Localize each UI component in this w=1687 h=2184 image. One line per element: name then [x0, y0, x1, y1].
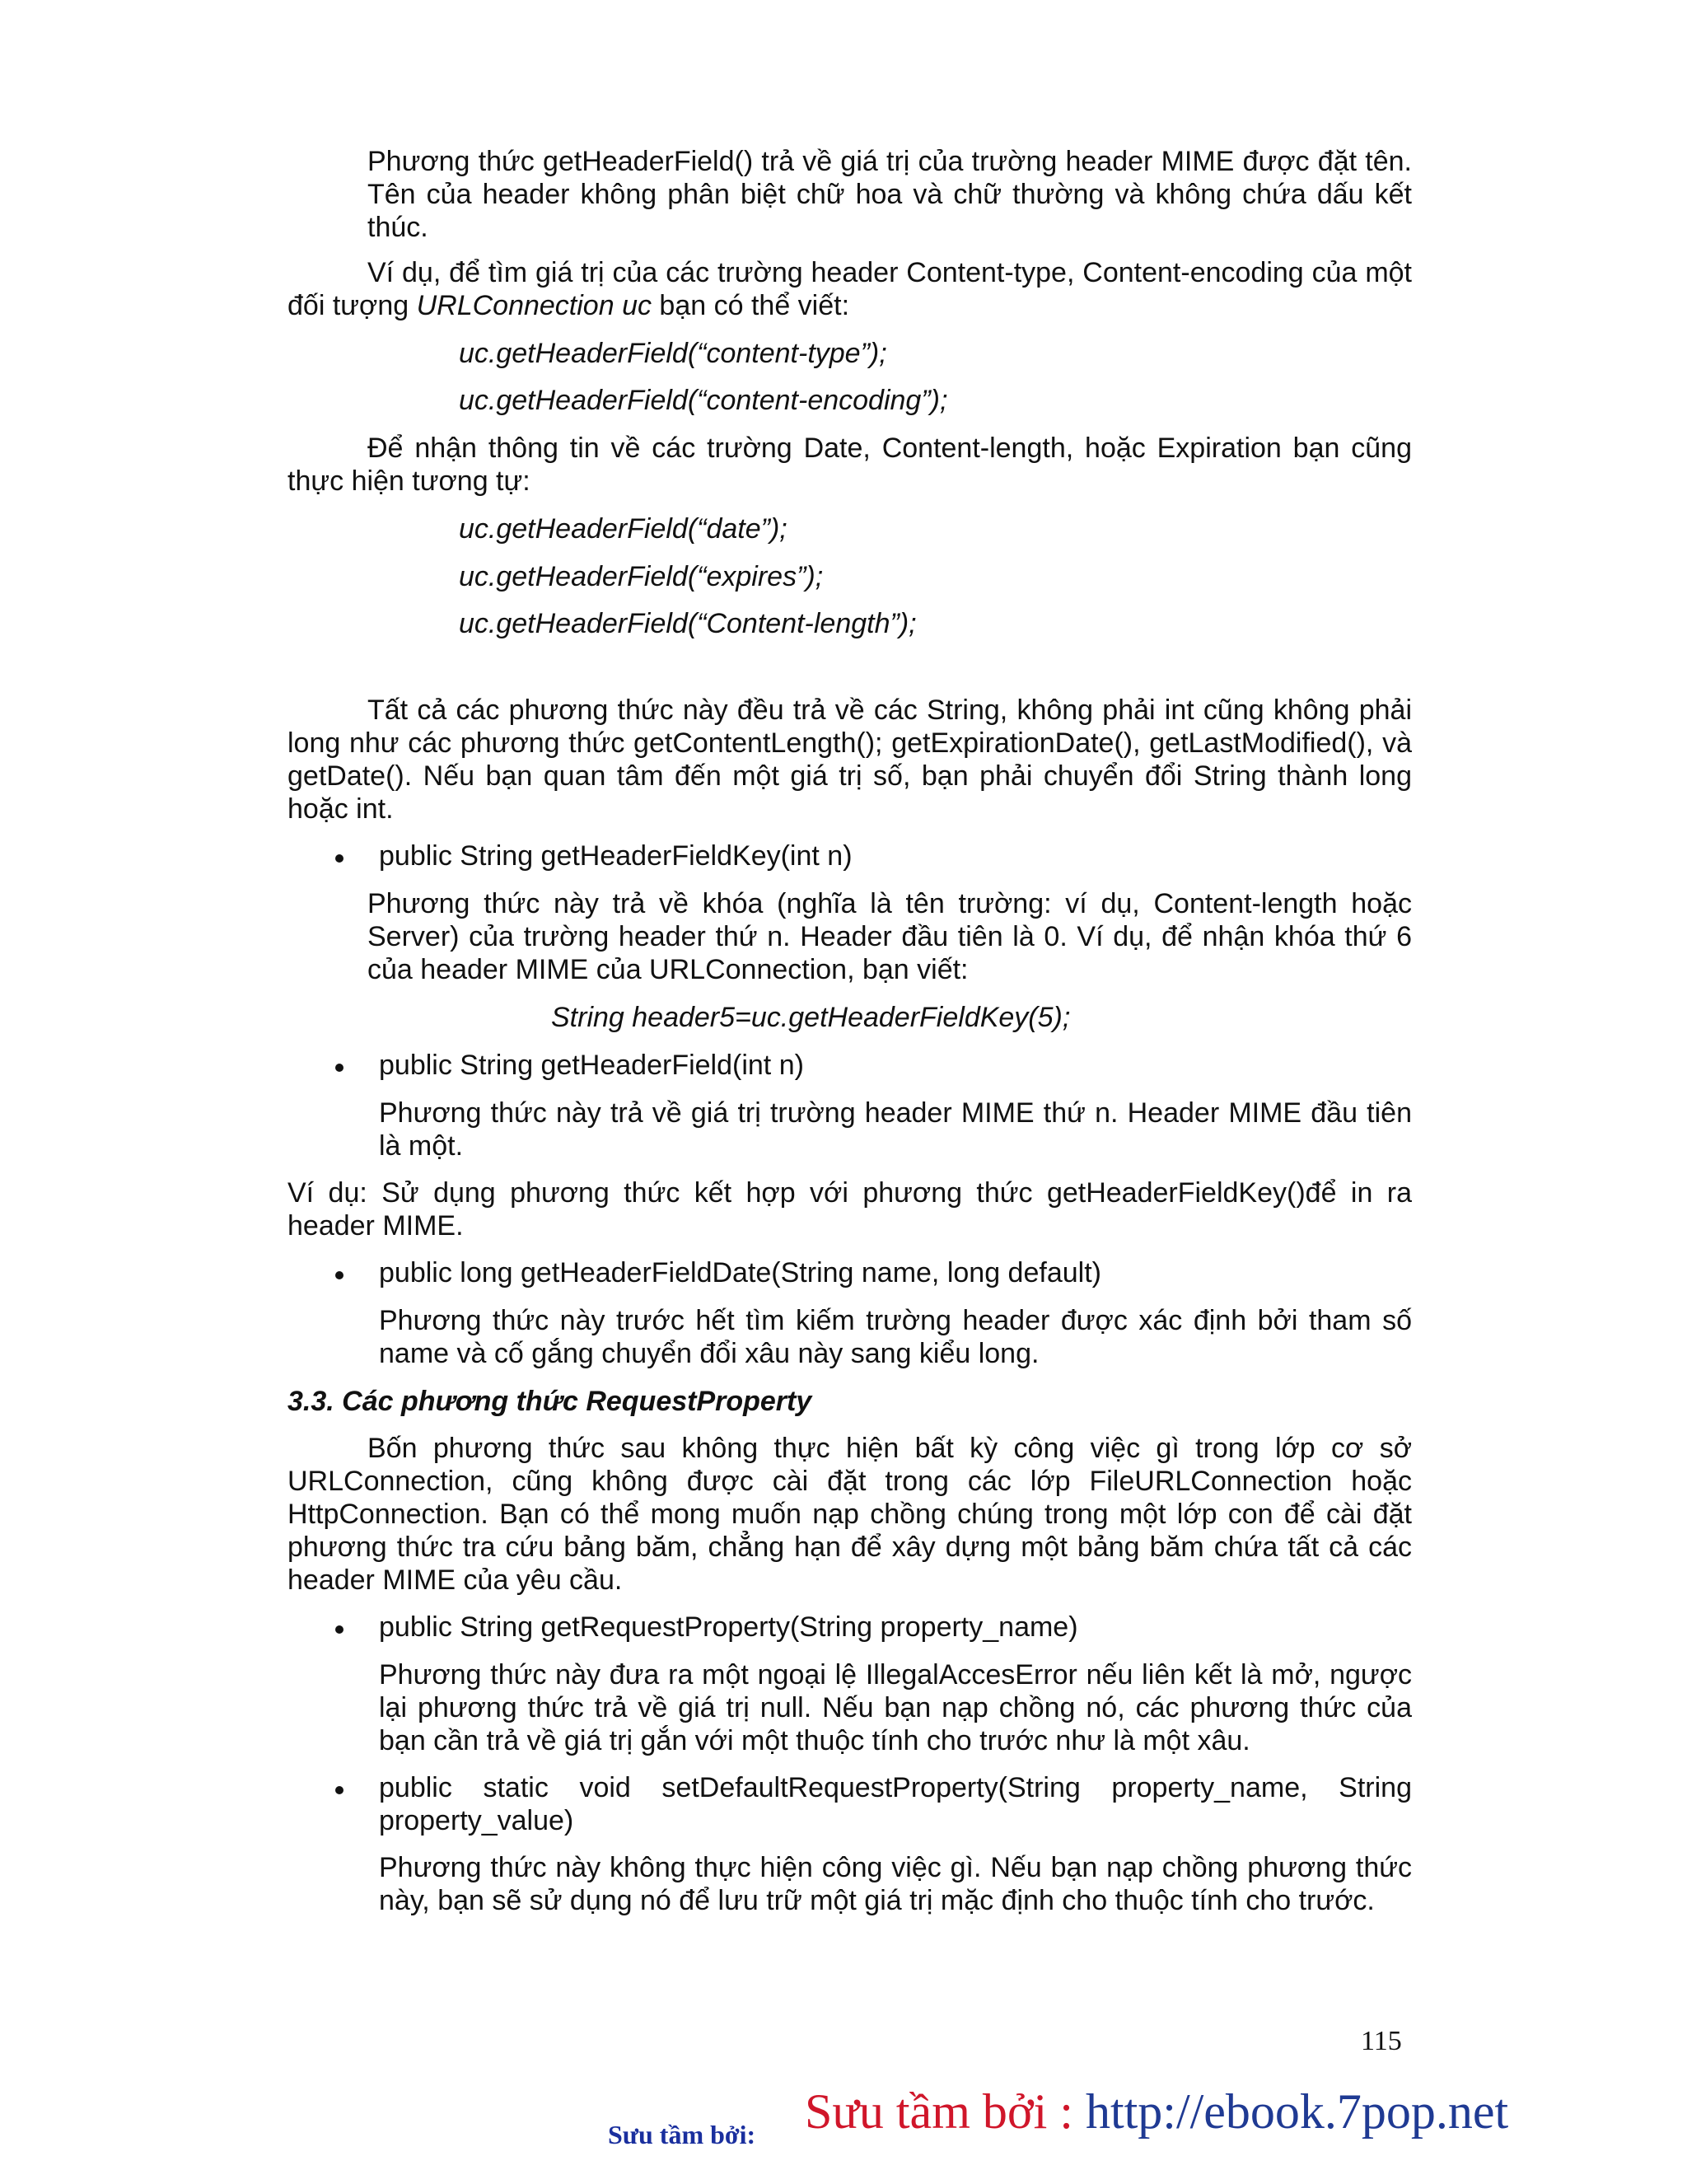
- paragraph-request-intro: Bốn phương thức sau không thực hiện bất kỳ công việc gì trong lớp cơ sở URLConnection, cũng không được cài đặt trong các lớp FileURLConnection hoặc HttpConnection. Bạn có thể mong muốn nạp chồng chúng trong một lớp con để cài đặt phương thức tra cứu bảng băm, chẳng hạn để xây dựng một bảng băm chứa tất cả các header MIME của yêu cầu.: [287, 1433, 1412, 1596]
- watermark-url: http://ebook.7pop.net: [1085, 2084, 1509, 2139]
- paragraph-date-desc: Phương thức này trước hết tìm kiếm trường header được xác định bởi tham số name và cố gắng chuyển đổi xâu này sang kiểu long.: [379, 1305, 1412, 1369]
- paragraph-value-desc: Phương thức này trả về giá trị trường header MIME thứ n. Header MIME đầu tiên là một.: [379, 1097, 1412, 1162]
- bullet-getheaderfieldkey: public String getHeaderFieldKey(int n): [379, 840, 853, 872]
- footer-label: Sưu tầm bởi:: [608, 2120, 756, 2149]
- example-text-after: bạn có thể viết:: [651, 290, 850, 321]
- code-line: uc.getHeaderField(“Content-length”);: [459, 608, 917, 639]
- paragraph-setdefault-desc: Phương thức này không thực hiện công việc gì. Nếu bạn nạp chồng phương thức này, bạn sẽ sử dụng nó để lưu trữ một giá trị mặc định cho thuộc tính cho trước.: [379, 1852, 1412, 1916]
- paragraph-key-desc: Phương thức này trả về khóa (nghĩa là tên trường: ví dụ, Content-length hoặc Server) của trường header thứ n. Header đầu tiên là 0. Ví dụ, để nhận khóa thứ 6 của header MIME của URLConnection, bạn viết:: [367, 888, 1412, 985]
- code-line: String header5=uc.getHeaderFieldKey(5);: [551, 1002, 1071, 1033]
- bullet-getheaderfielddate: public long getHeaderFieldDate(String name, long default): [379, 1257, 1101, 1288]
- bullet-dot: [335, 1786, 343, 1794]
- paragraph-string-return: Tất cả các phương thức này đều trả về các String, không phải int cũng không phải long như các phương thức getContentLength(); getExpirationDate(), getLastModified(), và getDate(). Nếu bạn quan tâm đến một giá trị số, bạn phải chuyển đổi String thành long hoặc int.: [287, 694, 1412, 825]
- bullet-setdefaultrequestproperty: public static void setDefaultRequestProperty(String property_name, String property_value): [379, 1772, 1412, 1836]
- footer-watermark: [805, 2083, 1508, 2140]
- paragraph-date-fields: Để nhận thông tin về các trường Date, Content-length, hoặc Expiration bạn cũng thực hiện tương tự:: [287, 433, 1412, 497]
- code-line: uc.getHeaderField(“expires”);: [459, 561, 824, 592]
- example-text-before: Ví dụ, để tìm giá trị của các trường header Content-type, Content-encoding của một đối tượng: [287, 257, 1412, 321]
- bullet-dot: [335, 1064, 343, 1072]
- paragraph-example-combine: Ví dụ: Sử dụng phương thức kết hợp với phương thức getHeaderFieldKey()để in ra header MIME.: [287, 1177, 1412, 1242]
- section-heading: 3.3. Các phương thức RequestProperty: [287, 1386, 812, 1417]
- bullet-dot: [335, 1271, 343, 1279]
- bullet-getheaderfield: public String getHeaderField(int n): [379, 1050, 804, 1081]
- bullet-getrequestproperty: public String getRequestProperty(String property_name): [379, 1611, 1078, 1643]
- code-line: uc.getHeaderField(“content-encoding”);: [459, 385, 948, 416]
- bullet-dot: [335, 854, 343, 863]
- code-line: uc.getHeaderField(“date”);: [459, 513, 787, 545]
- paragraph-request-desc: Phương thức này đưa ra một ngoại lệ IllegalAccesError nếu liên kết là mở, ngược lại phương thức trả về giá trị null. Nếu bạn nạp chồng nó, các phương thức của bạn cần trả về giá trị gắn với một thuộc tính cho trước như là một xâu.: [379, 1659, 1412, 1756]
- code-line: uc.getHeaderField(“content-type”);: [459, 338, 887, 369]
- paragraph-getheaderfield-desc: Phương thức getHeaderField() trả về giá trị của trường header MIME được đặt tên. Tên của header không phân biệt chữ hoa và chữ thường và không chứa dấu kết thúc.: [367, 146, 1412, 243]
- bullet-dot: [335, 1625, 343, 1634]
- paragraph-example-intro: [287, 256, 1412, 322]
- example-text-italic: URLConnection uc: [416, 290, 652, 321]
- watermark-prefix: Sưu tầm bởi :: [805, 2084, 1086, 2139]
- page-number: 115: [1361, 2026, 1402, 2056]
